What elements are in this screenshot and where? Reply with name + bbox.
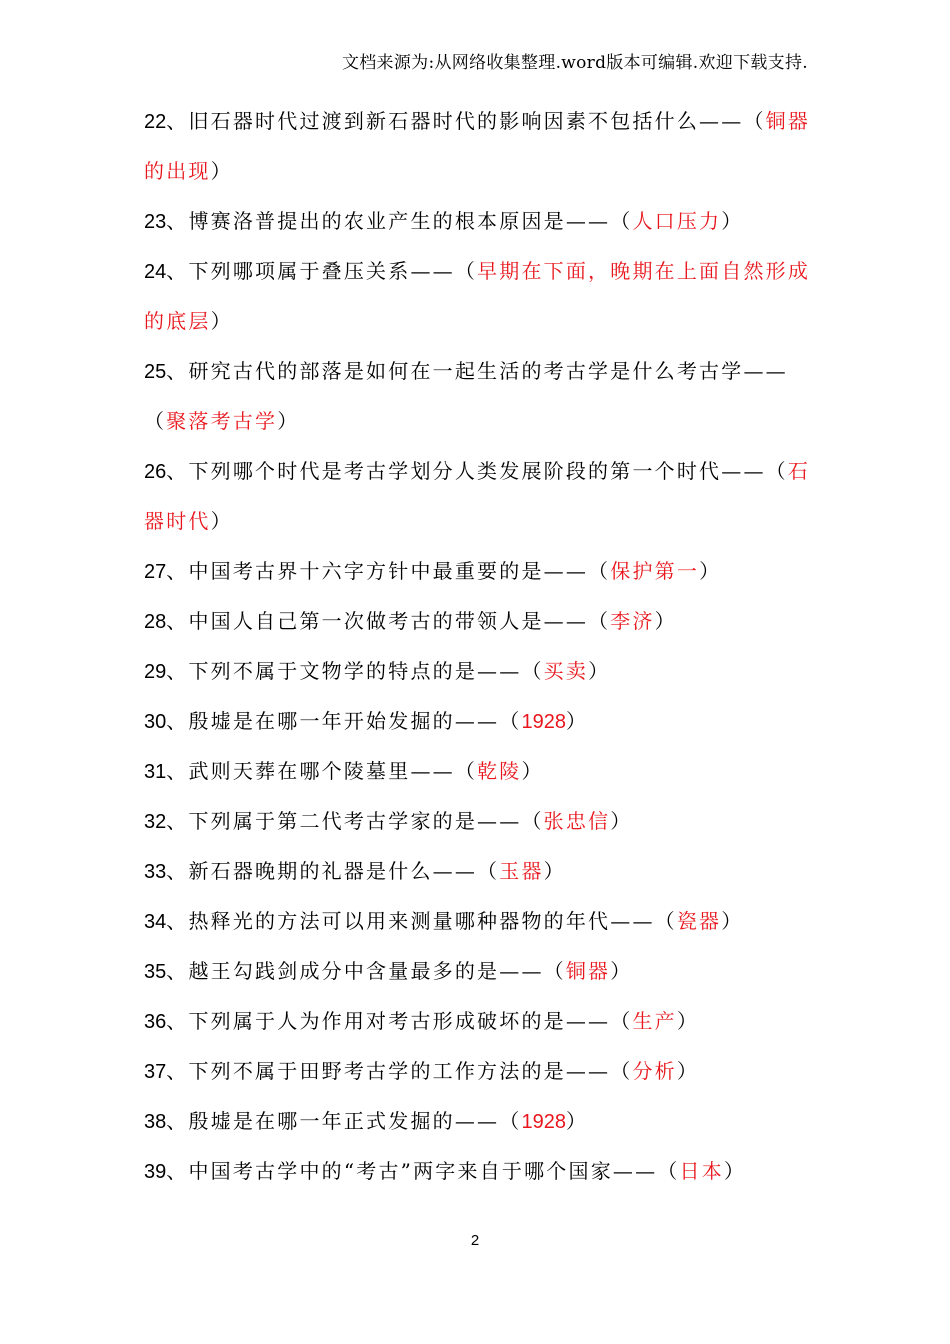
question-39 [144,1146,808,1196]
question-text: 、热释光的方法可以用来测量哪种器物的年代——（ [166,909,677,933]
question-text: 、下列不属于田野考古学的工作方法的是——（ [166,1059,633,1083]
closing-paren: ） [610,809,633,833]
closing-paren: ） [723,1159,747,1183]
question-number: 32 [144,811,167,833]
question-number: 24 [144,261,167,283]
question-number: 31 [144,761,167,783]
closing-paren: ） [210,509,233,533]
opening-paren: （ [144,409,167,433]
question-text: 、旧石器时代过渡到新石器时代的影响因素不包括什么——（ [166,109,766,133]
answer-text: 铜器 [765,109,811,133]
answer-text: 人口压力 [632,209,722,233]
answer-text: 早期在下面，晚期在上面自然形成 [477,259,811,283]
closing-paren: ） [588,659,611,683]
question-25-continued [144,396,808,446]
question-number: 26 [144,461,167,483]
answer-text: 生产 [632,1009,677,1033]
question-text: 、下列不属于文物学的特点的是——（ [166,659,544,683]
question-number: 35 [144,961,167,983]
closing-paren: ） [721,909,744,933]
question-33 [144,846,808,896]
closing-paren: ） [676,1009,700,1033]
question-23 [144,196,808,246]
question-35 [144,946,808,996]
answer-text: 1928 [521,1111,566,1133]
answer-text: 聚落考古学 [166,409,278,433]
question-number: 22 [144,111,167,133]
question-36 [144,996,808,1046]
closing-paren: ） [565,1109,589,1133]
closing-paren: ） [210,159,233,183]
question-text: 、中国人自己第一次做考古的带领人是——（ [166,609,611,633]
question-22-continued [144,146,808,196]
answer-text: 瓷器 [676,909,722,933]
question-38 [144,1096,808,1146]
question-text: 、下列哪个时代是考古学划分人类发展阶段的第一个时代——（ [166,459,788,483]
answer-text: 日本 [679,1159,724,1183]
question-28 [144,596,808,646]
question-text: 、殷墟是在哪一年开始发掘的——（ [166,709,522,733]
answer-text: 乾陵 [477,759,522,783]
closing-paren: ） [721,209,744,233]
closing-paren: ） [277,409,300,433]
question-text: 、中国考古界十六字方针中最重要的是——（ [166,559,611,583]
document-header: 文档来源为:从网络收集整理.word版本可编辑.欢迎下载支持. [341,53,808,73]
closing-paren: ） [676,1059,700,1083]
closing-paren: ） [543,859,566,883]
answer-text-continued: 器时代 [144,509,211,533]
question-text: 、中国考古学中的“考古”两字来自于哪个国家——（ [166,1159,680,1183]
answer-text: 1928 [521,711,566,733]
question-34 [144,896,808,946]
question-number: 33 [144,861,167,883]
question-text: 、越王勾践剑成分中含量最多的是——（ [166,959,566,983]
question-26-continued [144,496,808,546]
question-37 [144,1046,808,1096]
question-22 [144,96,811,146]
question-number: 34 [144,911,167,933]
question-number: 39 [144,1161,167,1183]
question-text: 、殷墟是在哪一年正式发掘的——（ [166,1109,522,1133]
answer-text: 石 [787,459,811,483]
answer-text-continued: 的出现 [144,159,211,183]
closing-paren: ） [654,609,677,633]
question-31 [144,746,808,796]
closing-paren: ） [210,309,233,333]
question-list [144,96,811,1196]
question-32 [144,796,808,846]
question-text: 、武则天葬在哪个陵墓里——（ [166,759,478,783]
question-text: 、研究古代的部落是如何在一起生活的考古学是什么考古学—— [166,359,788,383]
question-26 [144,446,811,496]
question-25 [144,346,808,396]
answer-text: 李济 [610,609,655,633]
question-number: 37 [144,1061,167,1083]
closing-paren: ） [565,709,589,733]
question-number: 23 [144,211,167,233]
question-29 [144,646,808,696]
question-number: 25 [144,361,167,383]
question-number: 28 [144,611,167,633]
answer-text-continued: 的底层 [144,309,211,333]
answer-text: 买卖 [543,659,589,683]
closing-paren: ） [699,559,722,583]
question-number: 36 [144,1011,167,1033]
question-text: 、下列哪项属于叠压关系——（ [166,259,478,283]
question-number: 30 [144,711,167,733]
question-text: 、博赛洛普提出的农业产生的根本原因是——（ [166,209,633,233]
question-number: 29 [144,661,167,683]
question-number: 27 [144,561,167,583]
question-27 [144,546,808,596]
question-text: 、下列属于第二代考古学家的是——（ [166,809,544,833]
closing-paren: ） [521,759,544,783]
question-number: 38 [144,1111,167,1133]
question-text: 、新石器晚期的礼器是什么——（ [166,859,500,883]
answer-text: 保护第一 [610,559,700,583]
question-text: 、下列属于人为作用对考古形成破坏的是——（ [166,1009,633,1033]
answer-text: 玉器 [499,859,544,883]
page-number: 2 [470,1232,480,1249]
answer-text: 分析 [632,1059,677,1083]
question-24-continued [144,296,808,346]
answer-text: 铜器 [565,959,611,983]
question-24 [144,246,811,296]
answer-text: 张忠信 [543,809,611,833]
closing-paren: ） [610,959,633,983]
question-30 [144,696,808,746]
